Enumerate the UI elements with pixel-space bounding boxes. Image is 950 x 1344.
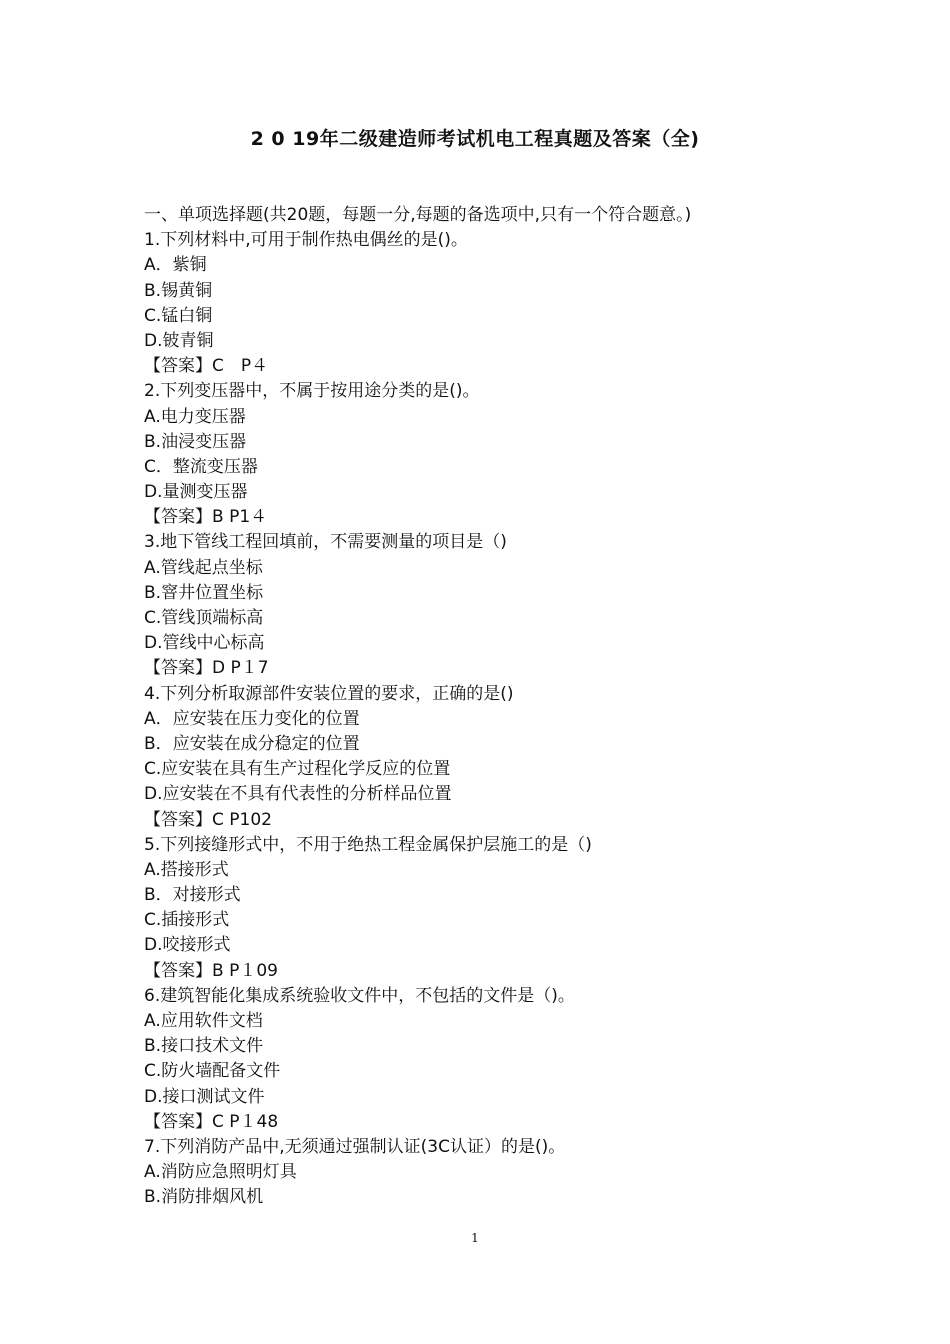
option-4a: A．应安装在压力变化的位置: [144, 708, 360, 729]
answer-2: 【答案】B P1４: [144, 507, 268, 528]
option-2b: B.油浸变压器: [144, 431, 247, 452]
option-2c: C．整流变压器: [144, 456, 258, 477]
question-4: 4.下列分析取源部件安装位置的要求，正确的是(): [144, 683, 514, 704]
question-6: 6.建筑智能化集成系统验收文件中，不包括的文件是（)。: [144, 985, 575, 1006]
option-7a: A.消防应急照明灯具: [144, 1162, 297, 1183]
option-1d: D.铍青铜: [144, 330, 214, 351]
question-7: 7.下列消防产品中,无须通过强制认证(3C认证）的是()。: [144, 1136, 566, 1157]
option-7b: B.消防排烟风机: [144, 1187, 264, 1208]
option-4b: B．应安装在成分稳定的位置: [144, 733, 360, 754]
section-heading: 一、单项选择题(共20题，每题一分,每题的备选项中,只有一个符合题意。): [144, 205, 692, 225]
question-5: 5.下列接缝形式中，不用于绝热工程金属保护层施工的是（): [144, 834, 592, 855]
option-4d: D.应安装在不具有代表性的分析样品位置: [144, 784, 452, 805]
option-2d: D.量测变压器: [144, 482, 248, 503]
option-6a: A.应用软件文档: [144, 1011, 263, 1031]
option-1a: A．紫铜: [144, 255, 207, 276]
option-5d: D.咬接形式: [144, 935, 231, 956]
question-3: 3.地下管线工程回填前，不需要测量的项目是（): [144, 532, 507, 553]
answer-6: 【答案】C P１48: [144, 1111, 279, 1132]
option-5b: B．对接形式: [144, 885, 241, 906]
document-body: [144, 203, 834, 1211]
document-title: 2 0 19年二级建造师考试机电工程真题及答案（全): [250, 128, 700, 150]
option-3d: D.管线中心标高: [144, 633, 265, 654]
option-6c: C.防火墙配备文件: [144, 1061, 281, 1082]
question-1: 1.下列材料中,可用于制作热电偶丝的是()。: [144, 230, 468, 251]
option-4c: C.应安装在具有生产过程化学反应的位置: [144, 759, 451, 780]
option-6b: B.接口技术文件: [144, 1036, 264, 1057]
option-1c: C.锰白铜: [144, 305, 213, 326]
option-2a: A.电力变压器: [144, 406, 246, 427]
option-5c: C.插接形式: [144, 910, 230, 931]
answer-3: 【答案】D P１7: [144, 658, 269, 679]
option-1b: B.锡黄铜: [144, 280, 213, 301]
option-3c: C.管线顶端标高: [144, 608, 264, 628]
question-2: 2.下列变压器中，不属于按用途分类的是()。: [144, 381, 480, 402]
answer-4: 【答案】C P102: [144, 809, 272, 830]
option-3a: A.管线起点坐标: [144, 557, 263, 578]
answer-5: 【答案】B P１09: [144, 960, 278, 981]
page-number: 1: [471, 1231, 479, 1245]
option-5a: A.搭接形式: [144, 859, 229, 880]
answer-1: 【答案】C P４: [144, 356, 269, 377]
option-6d: D.接口测试文件: [144, 1086, 265, 1107]
option-3b: B.窨井位置坐标: [144, 582, 264, 603]
